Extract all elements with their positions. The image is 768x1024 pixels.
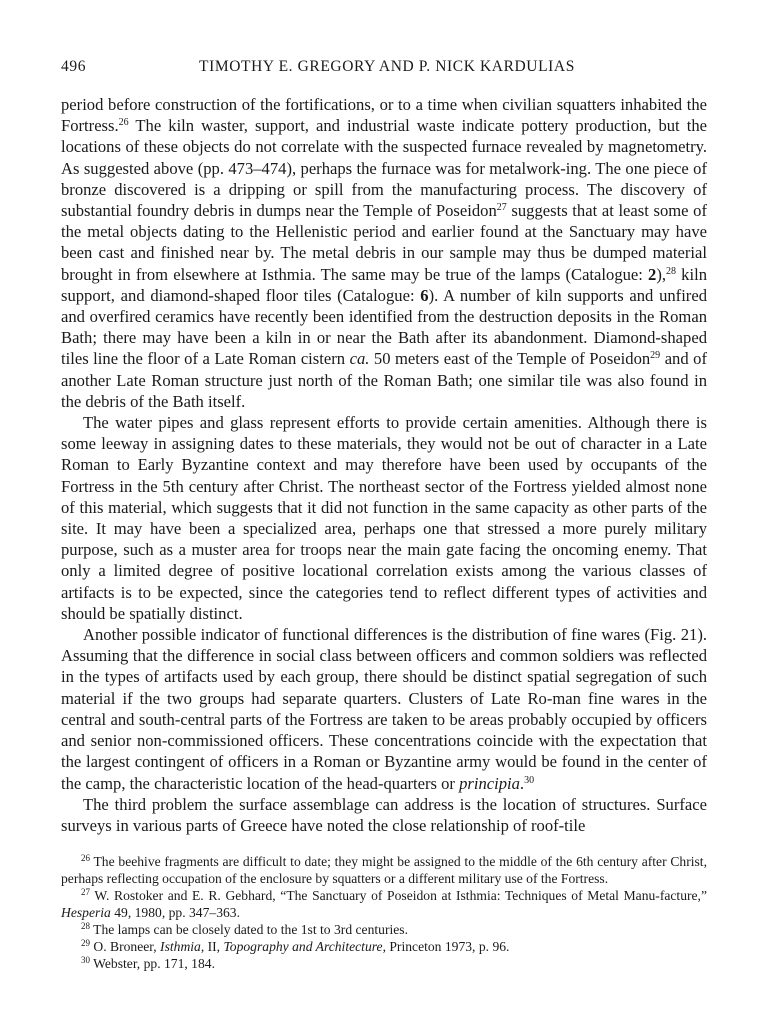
catalogue-ref-2: 2 [648, 264, 657, 284]
footnotes [61, 853, 707, 972]
page-number: 496 [61, 58, 87, 75]
footnote-ref-29[interactable]: 29 [650, 350, 661, 362]
document-page [61, 58, 707, 972]
footnote-ref-27[interactable]: 27 [496, 202, 507, 214]
paragraph-1: period before construction of the fortifications, or to a time when civilian squatters inhabited the Fortress.$^{26}$ The kiln waster, support, and industrial waste indicate pottery production, but the locations of these objects do not correlate with the suspected furnace revealed by magnetometry. As suggested above (pp. 473–474), perhaps the furnace was for metalwork-ing. The one piece of bronze discovered is a dripping or spill from the manufacturing process. The discovery of substantial foundry debris in dumps near the Temple of Poseidon$^{27}$ suggests that at least some of the metal objects dating to the Hellenistic period and earlier found at the Sanctuary may have been cast and finished near by. The metal debris in our sample may thus be dumped material brought in from elsewhere at Isthmia. The same may be true of the lamps (Catalogue: 2),$^{28}$ kiln support, and diamond-shaped floor tiles (Catalogue: 6). A number of kiln supports and unfired and overfired ceramics have recently been identified from the destruction deposits in the Roman Bath; there may have been a kiln in or near the Bath after its abandonment. Diamond-shaped tiles line the floor of a Late Roman cistern ca. 50 meters east of the Temple of Poseidon$^{29}$ and of another Late Roman structure just north of the Roman Bath; one similar tile was also found in the debris of the Bath itself. [61, 95, 707, 411]
footnote-ref-26[interactable]: 26 [118, 117, 129, 129]
catalogue-ref-6: 6 [420, 285, 429, 305]
running-header [61, 58, 707, 82]
footnote-26: $^{26}$ The beehive fragments are difficult to date; they might be assigned to the middle of the 6th century after Christ, perhaps reflecting occupation of the enclosure by squatters or a different military use of the Fortress. [61, 853, 707, 887]
footnote-29: $^{29}$ O. Broneer, Isthmia, II, Topography and Architecture, Princeton 1973, p. 96. [81, 938, 510, 955]
paragraph-4: The third problem the surface assemblage can address is the location of structures. Surface surveys in various parts of Greece have noted the close relationship of roof-tile [61, 794, 707, 835]
footnote-28: $^{28}$ The lamps can be closely dated to the 1st to 3rd centuries. [81, 921, 408, 938]
paragraph-2: The water pipes and glass represent efforts to provide certain amenities. Although there is some leeway in assigning dates to these materials, they would not be out of character in a Late Roman to Early Byzantine context and may therefore have been used by occupants of the Fortress in the 5th century after Christ. The northeast sector of the Fortress yielded almost none of this material, which suggests that it did not function in the same capacity as other parts of the site. It may have been a specialized area, perhaps one that stressed a more purely military purpose, such as a muster area for troops near the main gate facing the oncoming enemy. That only a limited degree of positive locational correlation exists among the various classes of artifacts is to be expected, since the categories tend to reflect different types of activities and should be spatially distinct. [61, 413, 707, 623]
footnote-27: $^{27}$ W. Rostoker and E. R. Gebhard, “The Sanctuary of Poseidon at Isthmia: Techniques of Metal Manu-facture,” Hesperia 49, 1980, pp. 347–363. [61, 887, 707, 921]
footnote-30: $^{30}$ Webster, pp. 171, 184. [81, 955, 215, 972]
footnote-ref-30[interactable]: 30 [524, 774, 535, 786]
footnote-ref-28[interactable]: 28 [666, 265, 677, 277]
body-text [61, 94, 707, 836]
running-head-authors: TIMOTHY E. GREGORY AND P. NICK KARDULIAS [199, 58, 575, 75]
paragraph-3: Another possible indicator of functional differences is the distribution of fine wares (Fig. 21). Assuming that the difference in social class between officers and common soldiers was reflected in the types of artifacts used by each group, there should be distinct spatial segregation of such material if the two groups had separate quarters. Clusters of Late Ro-man fine wares in the central and south-central parts of the Fortress are taken to be areas probably occupied by officers and senior non-commissioned officers. These concentrations coincide with the expectation that the largest contingent of officers in a Roman or Byzantine army would be found in the center of the camp, the characteristic location of the head-quarters or principia.$^{30}$ [61, 625, 707, 793]
